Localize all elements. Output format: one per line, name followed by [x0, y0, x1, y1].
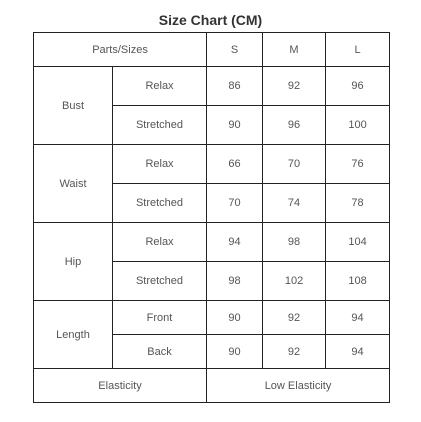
- table-row: [34, 67, 390, 106]
- elasticity-value: Low Elasticity: [207, 369, 390, 403]
- table-cell: 94: [326, 301, 390, 335]
- part-label-hip: Hip: [34, 223, 113, 301]
- elasticity-label: Elasticity: [34, 369, 207, 403]
- table-cell: 94: [326, 335, 390, 369]
- table-cell: 98: [207, 262, 263, 301]
- part-label-length: Length: [34, 301, 113, 369]
- table-cell: 86: [207, 67, 263, 106]
- table-row: [34, 301, 390, 335]
- table-cell: 92: [263, 301, 326, 335]
- page-title: Size Chart (CM): [158, 12, 263, 28]
- row-label: Relax: [113, 67, 207, 106]
- table-cell: 66: [207, 145, 263, 184]
- table-cell: 90: [207, 301, 263, 335]
- table-cell: 70: [263, 145, 326, 184]
- header-parts-sizes: Parts/Sizes: [34, 33, 207, 67]
- table-cell: 98: [263, 223, 326, 262]
- table-cell: 74: [263, 184, 326, 223]
- table-cell: 96: [263, 106, 326, 145]
- table-cell: 78: [326, 184, 390, 223]
- table-cell: 90: [207, 106, 263, 145]
- table-cell: 76: [326, 145, 390, 184]
- row-label: Relax: [113, 223, 207, 262]
- table-cell: 104: [326, 223, 390, 262]
- table-header-row: [34, 33, 390, 67]
- row-label: Stretched: [113, 106, 207, 145]
- table-cell: 94: [207, 223, 263, 262]
- table-cell: 92: [263, 335, 326, 369]
- row-label: Stretched: [113, 184, 207, 223]
- row-label: Stretched: [113, 262, 207, 301]
- size-chart-table: [33, 32, 390, 403]
- header-size-s: S: [207, 33, 263, 67]
- table-cell: 96: [326, 67, 390, 106]
- table-row: [34, 223, 390, 262]
- elasticity-row: [34, 369, 390, 403]
- header-size-l: L: [326, 33, 390, 67]
- table-cell: 100: [326, 106, 390, 145]
- table-row: [34, 145, 390, 184]
- part-label-waist: Waist: [34, 145, 113, 223]
- table-cell: 92: [263, 67, 326, 106]
- row-label: Front: [113, 301, 207, 335]
- table-cell: 70: [207, 184, 263, 223]
- header-size-m: M: [263, 33, 326, 67]
- table-cell: 102: [263, 262, 326, 301]
- row-label: Relax: [113, 145, 207, 184]
- table-cell: 90: [207, 335, 263, 369]
- part-label-bust: Bust: [34, 67, 113, 145]
- table-cell: 108: [326, 262, 390, 301]
- row-label: Back: [113, 335, 207, 369]
